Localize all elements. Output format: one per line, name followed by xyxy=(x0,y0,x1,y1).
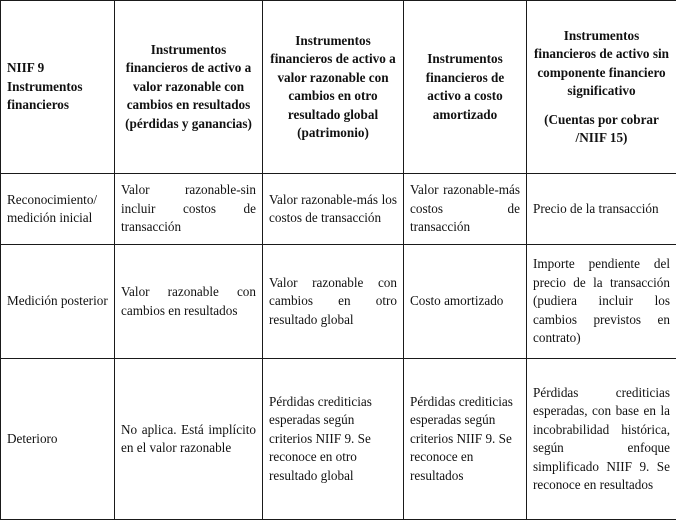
cell-impairment-fvtpl: No aplica. Está implícito en el valor razonable xyxy=(115,359,263,520)
cell-subsequent-fvtpl: Valor razonable con cambios en resultados xyxy=(115,245,263,359)
row-label-impairment: Deterioro xyxy=(1,359,115,520)
cell-subsequent-amortized: Costo amortizado xyxy=(404,245,527,359)
cell-initial-amortized: Valor razonable-más costos de transacción xyxy=(404,174,527,245)
cell-impairment-fvoci: Pérdidas crediticias esperadas según criterios NIIF 9. Se reconoce en otro resultado global xyxy=(263,359,404,520)
cell-initial-fvoci: Valor razonable-más los costos de transacción xyxy=(263,174,404,245)
header-no-financing-component xyxy=(527,1,676,174)
table-row xyxy=(1,359,676,520)
header-amortized-cost: Instrumentos financieros de activo a costo amortizado xyxy=(404,1,527,174)
cell-initial-no-financing: Precio de la transacción xyxy=(527,174,676,245)
table-row xyxy=(1,174,676,245)
table-row xyxy=(1,245,676,359)
header-fvtpl: Instrumentos financieros de activo a valor razonable con cambios en resultados (pérdidas y ganancias) xyxy=(115,1,263,174)
header-row xyxy=(1,1,676,174)
cell-initial-fvtpl: Valor razonable-sin incluir costos de transacción xyxy=(115,174,263,245)
header-fvoci: Instrumentos financieros de activo a valor razonable con cambios en otro resultado global (patrimonio) xyxy=(263,1,404,174)
row-label-initial-recognition: Reconocimiento/ medición inicial xyxy=(1,174,115,245)
cell-subsequent-no-financing: Importe pendiente del precio de la transacción (pudiera incluir los cambios previstos en contrato) xyxy=(527,245,676,359)
row-label-subsequent-measurement: Medición posterior xyxy=(1,245,115,359)
cell-impairment-amortized: Pérdidas crediticias esperadas según criterios NIIF 9. Se reconoce en resultados xyxy=(404,359,527,520)
header-no-financing-subtitle: (Cuentas por cobrar /NIIF 15) xyxy=(533,111,670,148)
header-no-financing-title: Instrumentos financieros de activo sin componente financiero significativo xyxy=(534,28,669,99)
header-niif9: NIIF 9 Instrumentos financieros xyxy=(1,1,115,174)
cell-impairment-no-financing: Pérdidas crediticias esperadas, con base en la incobrabilidad histórica, según enfoque simplificado NIIF 9. Se reconoce en resultados xyxy=(527,359,676,520)
cell-subsequent-fvoci: Valor razonable con cambios en otro resultado global xyxy=(263,245,404,359)
